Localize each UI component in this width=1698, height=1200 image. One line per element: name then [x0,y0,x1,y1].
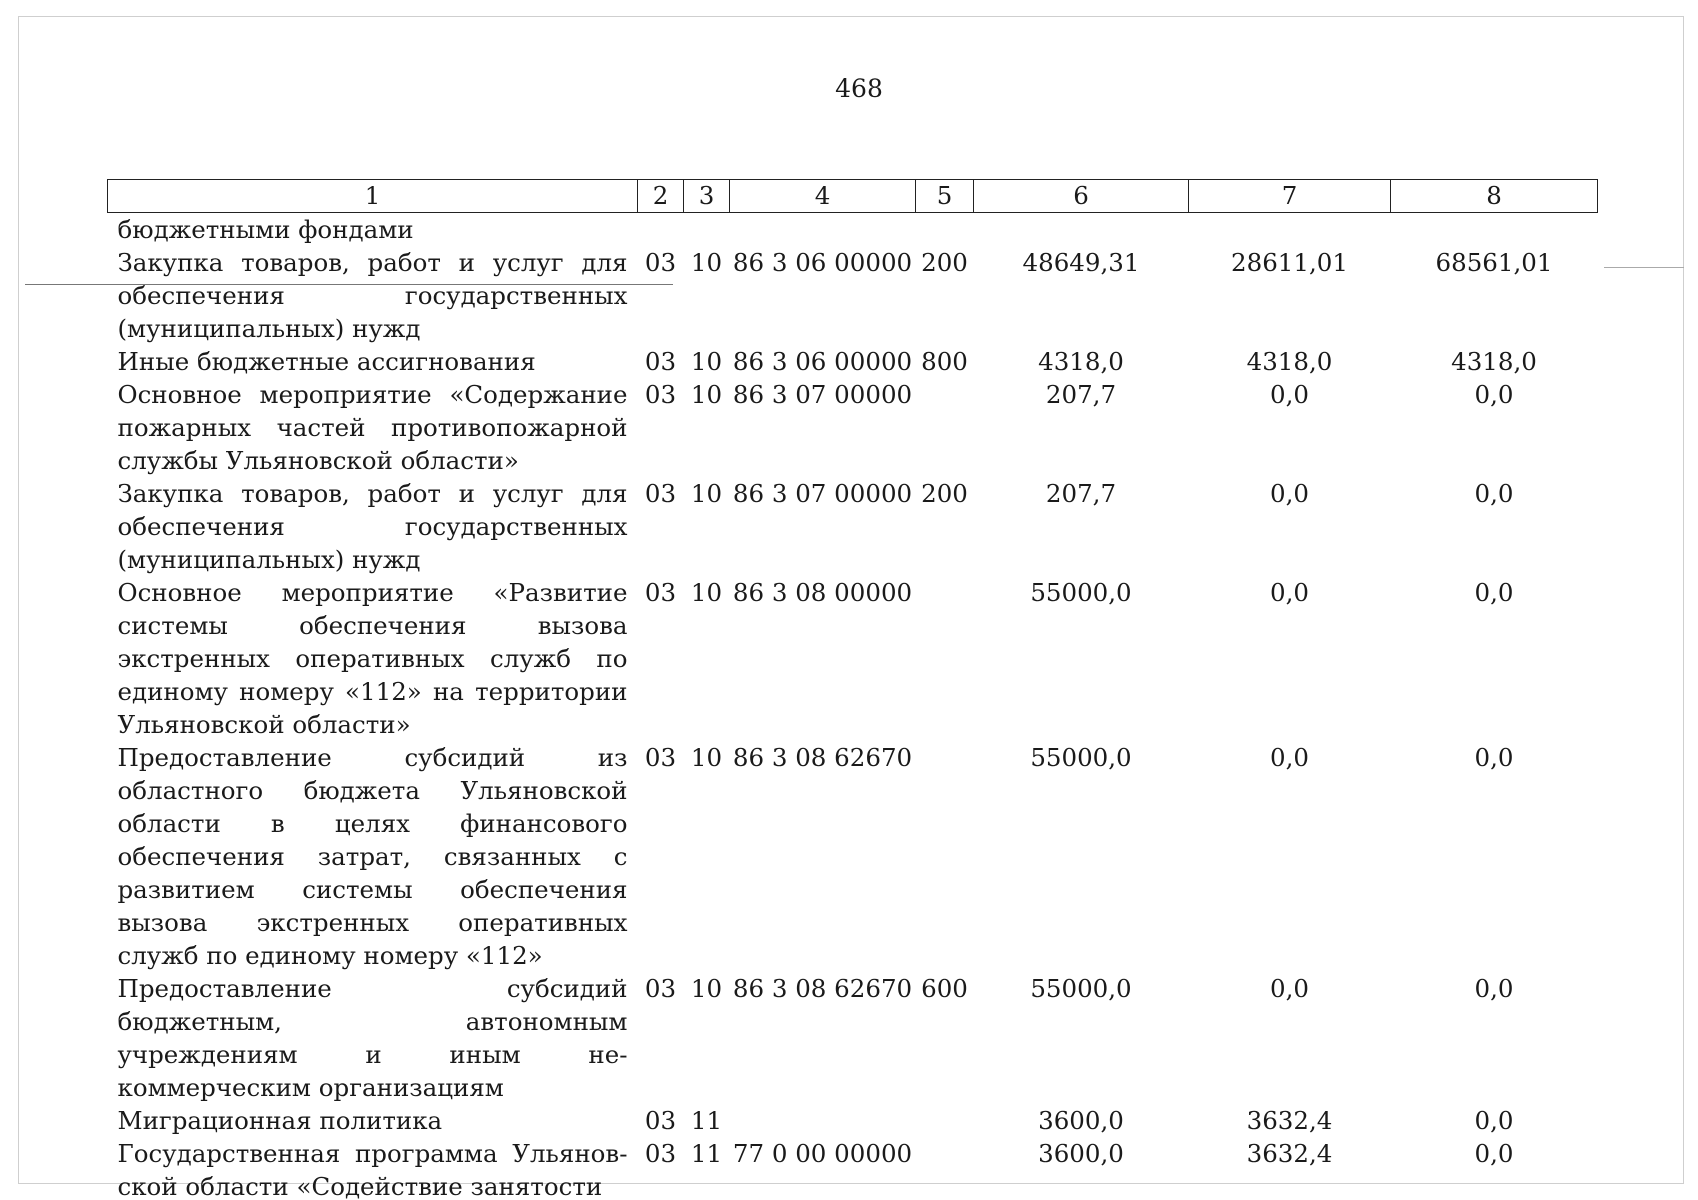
expense-type-code: 600 [921,974,968,1003]
section-code: 03 [644,1139,677,1168]
target-article-code [730,1104,916,1137]
header-row [108,180,1598,213]
subsection-code: 10 [690,248,723,277]
amount-col7: 0,0 [1270,479,1309,508]
amount-col8: 0,0 [1474,479,1514,508]
table-row [108,246,1598,345]
subsection-code: 10 [690,347,723,376]
section-code: 03 [644,1106,677,1135]
row-name: бюджетными фондами [117,215,414,244]
row-name: Предоставление субсидий из областного бюджета Ульяновской области в целях финансового обеспечения затрат, связанных с развитием системы обеспечения вызова экстренных оперативных служб по единому номеру «112» [117,743,628,970]
expense-type-code [916,1137,974,1200]
amount-col6: 55000,0 [1030,743,1132,772]
section-code: 03 [644,347,677,376]
target-article-code: 86 3 07 00000 [732,479,913,508]
subsection-code: 10 [690,743,723,772]
amount-col7: 0,0 [1270,743,1309,772]
row-name: Закупка товаров, работ и услуг для обеспечения государственных (муниципальных) нужд [117,479,628,574]
amount-col6: 55000,0 [1030,974,1132,1003]
amount-col6 [974,213,1189,247]
amount-col8: 0,0 [1474,1139,1514,1168]
section-code: 03 [644,479,677,508]
amount-col6: 4318,0 [1038,347,1124,376]
expense-type-code [916,741,974,972]
amount-col8: 4318,0 [1451,347,1537,376]
row-name: Основное мероприятие «Развитие системы обеспечения вызова экстренных оперативных служб по единому номеру «112» на территории Ульяновской области» [117,578,628,739]
amount-col8 [1391,213,1598,247]
budget-table [107,179,1598,1200]
subsection-code: 10 [690,578,723,607]
section-code: 03 [644,248,677,277]
expense-type-code [916,378,974,477]
amount-col8: 68561,01 [1435,248,1553,277]
target-article-code: 77 0 00 00000 [732,1139,913,1168]
expense-type-code [916,576,974,741]
amount-col8: 0,0 [1474,1106,1514,1135]
table-row [108,972,1598,1104]
row-name: Миграционная политика [117,1106,443,1135]
amount-col6: 55000,0 [1030,578,1132,607]
amount-col6: 3600,0 [1038,1139,1124,1168]
page-number: 468 [835,74,883,103]
amount-col7: 0,0 [1270,380,1309,409]
amount-col6: 48649,31 [1022,248,1140,277]
target-article-code: 86 3 08 00000 [732,578,913,607]
section-code: 03 [644,578,677,607]
amount-col8: 0,0 [1474,743,1514,772]
target-article-code: 86 3 06 00000 [732,248,913,277]
table-row [108,378,1598,477]
target-article-code: 86 3 08 62670 [732,974,913,1003]
section-code: 03 [644,380,677,409]
expense-type-code [916,1104,974,1137]
amount-col6: 207,7 [1045,479,1117,508]
expense-type-code [916,213,974,247]
table-row [108,345,1598,378]
table-row [108,741,1598,972]
subsection-code: 10 [690,380,723,409]
amount-col7: 0,0 [1270,578,1309,607]
amount-col7 [1189,213,1391,247]
amount-col6: 3600,0 [1038,1106,1124,1135]
subsection-code: 10 [690,479,723,508]
section-code: 03 [644,974,677,1003]
amount-col6: 207,7 [1045,380,1117,409]
table-row [108,213,1598,247]
column-header: 3 [684,180,730,213]
target-article-code: 86 3 07 00000 [732,380,913,409]
row-name: Иные бюджетные ассигнования [117,347,536,376]
amount-col8: 0,0 [1474,578,1514,607]
target-article-code [730,213,916,247]
column-header: 1 [108,180,638,213]
row-name: Закупка товаров, работ и услуг для обеспечения государственных (муниципальных) нужд [117,248,628,343]
amount-col7: 3632,4 [1246,1139,1333,1168]
column-header: 2 [638,180,684,213]
table-row [108,576,1598,741]
column-header: 7 [1189,180,1391,213]
column-header: 6 [974,180,1189,213]
row-name: Предоставление субсидий бюджетным, автономным учреждениям и иным некоммерческим организациям [117,974,628,1102]
amount-col8: 0,0 [1474,974,1514,1003]
table-row [108,477,1598,576]
amount-col7: 3632,4 [1246,1106,1333,1135]
amount-col7: 4318,0 [1246,347,1333,376]
subsection-code: 11 [690,1106,723,1135]
subsection-code: 11 [690,1139,723,1168]
expense-type-code: 200 [921,248,968,277]
scan-artifact-line [1604,267,1684,268]
row-name: Государственная программа Ульяновской области «Содействие занятости [117,1139,628,1200]
amount-col7: 28611,01 [1231,248,1348,277]
table-row [108,1137,1598,1200]
expense-type-code: 200 [921,479,968,508]
table-row [108,1104,1598,1137]
column-header: 4 [730,180,916,213]
column-header: 5 [916,180,974,213]
subsection-code [684,213,730,247]
amount-col8: 0,0 [1474,380,1514,409]
section-code: 03 [644,743,677,772]
amount-col7: 0,0 [1270,974,1309,1003]
section-code [638,213,684,247]
target-article-code: 86 3 06 00000 [732,347,913,376]
target-article-code: 86 3 08 62670 [732,743,913,772]
row-name: Основное мероприятие «Содержание пожарных частей противопожарной службы Ульяновской области» [117,380,628,475]
column-header: 8 [1391,180,1598,213]
expense-type-code: 800 [921,347,968,376]
subsection-code: 10 [690,974,723,1003]
